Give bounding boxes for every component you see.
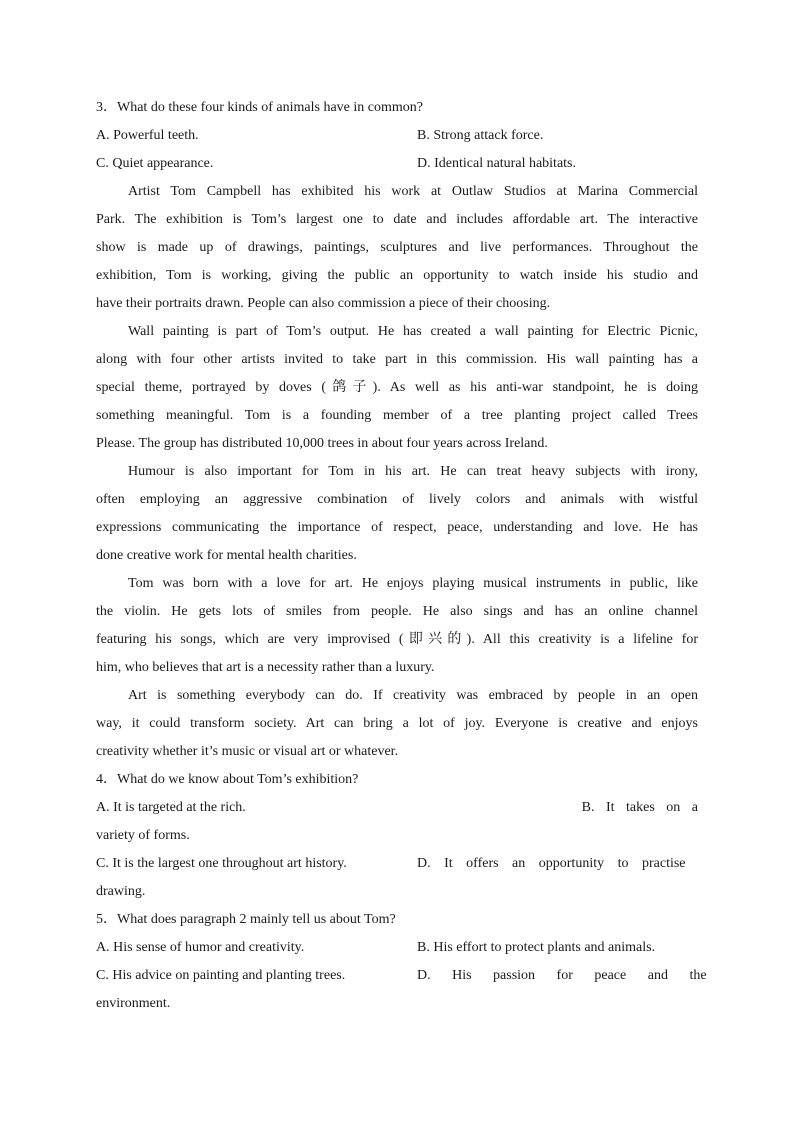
passage-line: have their portraits drawn. People can also commission a piece of their choosing. xyxy=(96,296,551,311)
passage-line: way, it could transform society. Art can bring a lot of joy. Everyone is creative and enjoys xyxy=(96,716,698,731)
document-page xyxy=(96,94,707,1018)
q3-option-d: D. Identical natural habitats. xyxy=(417,156,576,171)
q5-option-a: A. His sense of humor and creativity. xyxy=(96,940,305,955)
question-4-options-row-2 xyxy=(96,850,698,878)
q3-option-c: C. Quiet appearance. xyxy=(96,156,214,171)
passage-line: along with four other artists invited to take part in this commission. His wall painting has a xyxy=(96,352,698,367)
passage-line: Park. The exhibition is Tom’s largest one to date and includes affordable art. The interactive xyxy=(96,212,698,227)
q4-option-b-continued: variety of forms. xyxy=(96,828,190,843)
passage-line: Wall painting is part of Tom’s output. He has created a wall painting for Electric Picnic, xyxy=(128,324,698,339)
passage-line: something meaningful. Tom is a founding member of a tree planting project called Trees xyxy=(96,408,698,423)
q4-option-b: B. It takes on a xyxy=(581,800,698,815)
passage-line: done creative work for mental health charities. xyxy=(96,548,357,563)
q4-option-a: A. It is targeted at the rich. xyxy=(96,800,246,815)
passage-line: special theme, portrayed by doves (鸽子). As well as his anti-war standpoint, he is doing xyxy=(96,380,698,395)
q3-option-b: B. Strong attack force. xyxy=(417,128,544,143)
passage-line: featuring his songs, which are very improvised (即兴的). All this creativity is a lifeline for xyxy=(96,632,698,647)
q4-option-c: C. It is the largest one throughout art history. xyxy=(96,856,347,871)
question-3-options-row-2 xyxy=(96,150,698,178)
passage-line: Artist Tom Campbell has exhibited his work at Outlaw Studios at Marina Commercial xyxy=(128,184,698,199)
passage-line: expressions communicating the importance of respect, peace, understanding and love. He has xyxy=(96,520,698,535)
passage-paragraph-1 xyxy=(96,178,698,318)
question-4-options-row-1 xyxy=(96,794,698,822)
q4-option-d: D. It offers an opportunity to practise xyxy=(417,856,686,871)
q4-option-d-continued: drawing. xyxy=(96,884,146,899)
question-5-options-row-2 xyxy=(96,962,707,990)
passage-line: Tom was born with a love for art. He enjoys playing musical instruments in public, like xyxy=(128,576,698,591)
passage-line: often employing an aggressive combination of lively colors and animals with wistful xyxy=(96,492,698,507)
passage-paragraph-2 xyxy=(96,318,698,458)
q5-option-d: D. His passion for peace and the xyxy=(417,968,707,983)
question-3-options-row-1 xyxy=(96,122,698,150)
passage-line: Humour is also important for Tom in his art. He can treat heavy subjects with irony, xyxy=(128,464,698,479)
passage-line: show is made up of drawings, paintings, sculptures and live performances. Throughout the xyxy=(96,240,698,255)
q5-option-b: B. His effort to protect plants and animals. xyxy=(417,940,656,955)
passage-line: the violin. He gets lots of smiles from people. He also sings and has an online channel xyxy=(96,604,698,619)
question-4-stem: 4．What do we know about Tom’s exhibition? xyxy=(96,772,359,787)
passage-paragraph-3 xyxy=(96,458,698,570)
passage-line: exhibition, Tom is working, giving the public an opportunity to watch inside his studio and xyxy=(96,268,698,283)
passage-paragraph-5 xyxy=(96,682,698,766)
passage-line: Art is something everybody can do. If creativity was embraced by people in an open xyxy=(128,688,698,703)
q5-option-c: C. His advice on painting and planting trees. xyxy=(96,968,346,983)
passage-line: creativity whether it’s music or visual art or whatever. xyxy=(96,744,399,759)
question-3-stem: 3．What do these four kinds of animals have in common? xyxy=(96,100,423,115)
passage-paragraph-4 xyxy=(96,570,698,682)
question-5-stem: 5．What does paragraph 2 mainly tell us about Tom? xyxy=(96,912,396,927)
question-5-options-row-1 xyxy=(96,934,698,962)
passage-line: him, who believes that art is a necessity rather than a luxury. xyxy=(96,660,435,675)
q5-option-d-continued: environment. xyxy=(96,996,171,1011)
passage-line: Please. The group has distributed 10,000 trees in about four years across Ireland. xyxy=(96,436,548,451)
q3-option-a: A. Powerful teeth. xyxy=(96,128,199,143)
